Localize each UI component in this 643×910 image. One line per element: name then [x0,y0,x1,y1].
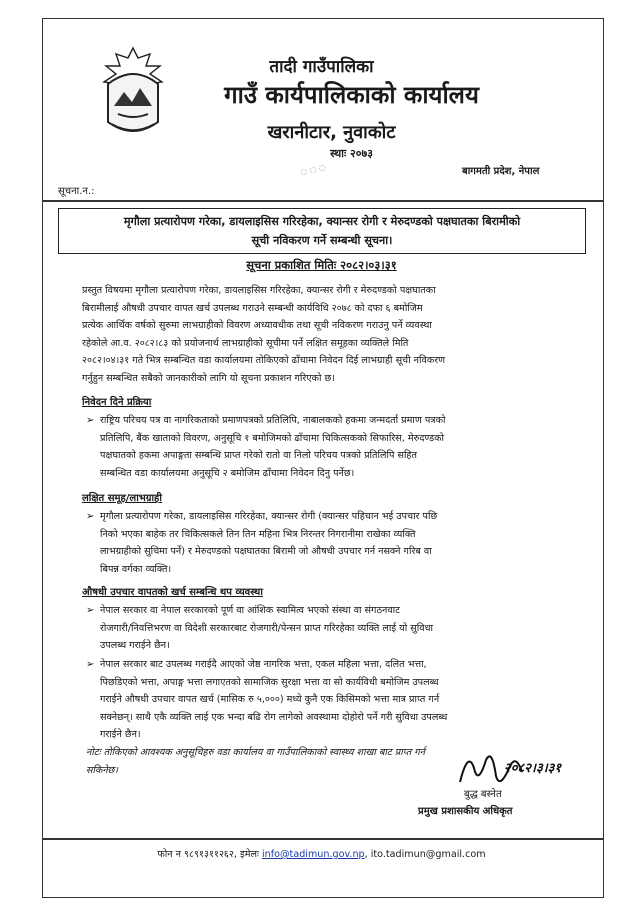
provision-line: गराईने औषधी उपचार वापत खर्च (मासिक रु ५,०००) मध्ये कुनै एक किसिमको भत्ता मात्र प्राप्त गर्न [100,694,440,705]
note-line: नोटः तोकिएको आवश्यक अनुसूचिहरु वडा कार्यालय वा गाउँपालिकाको स्वास्थ्य शाखा बाट प्राप्त गर्न [86,747,425,758]
intro-line: प्रत्येक आर्थिक वर्षको सुरुमा लाभग्राहीको विवरण अध्यावधीक तथा सूची नविकरण गराउनु पर्ने व्यवस्था [82,320,432,331]
target-group-heading: लक्षित समूह/लाभग्राही [82,493,162,504]
office-name: गाउँ कार्यपालिकाको कार्यालय [224,81,479,109]
header-divider [42,200,604,202]
provision-line: नेपाल सरकार बाट उपलब्ध गराईदै आएको जेष्ठ नागरिक भत्ता, एकल महिला भत्ता, दलित भत्ता, [100,659,427,670]
signatory-name: बुद्ध बस्नेत [464,789,502,800]
target-line: बिपन्न वर्गका व्यक्ति। [100,563,172,575]
provision-item [86,656,586,744]
arrow-bullet-icon: ➢ [86,511,95,522]
note-line: सकिनेछ। [86,764,119,776]
subject-line-1: मृगौला प्रत्यारोपण गरेका, डायलाइसिस गरिरहेका, क्यान्सर रोगी र मेरुदण्डको पक्षघातका बिरामीको [123,215,521,228]
intro-line: बिरामीलाई औषधी उपचार वापत खर्च उपलब्ध गराउने सम्बन्धी कार्यविधि २०७८ को दफा ६ बमोजिम [82,302,423,314]
municipality-name: तादी गाउँपालिका [269,57,374,77]
provision-line: नेपाल सरकार वा नेपाल सरकारको पूर्ण वा आंशिक स्वामित्व भएको संस्था वा संगठनवाट [100,605,400,616]
target-line: निको भएका बाहेक तर चिकित्सकले तिन तिन महिना भित्र निरन्तर निगरानीमा राखेका व्यक्ति [100,528,416,540]
office-location: खरानीटार, नुवाकोट [267,122,396,143]
notice-subject-box [58,208,586,254]
intro-line: प्रस्तुत विषयमा मृगौला प्रत्यारोपण गरेका, डायलाइसिस गरिरहेका, क्यान्सर रोगी र मेरुदण्डको पक्षघातका [82,285,436,296]
publication-date: सूचना प्रकाशित मितिः २०८२।०३।३१ [246,258,397,272]
footer-phone: फोन न ९८९१३११२६२, इमेलः [157,849,259,860]
subject-line-2: सूची नविकरण गर्ने सम्बन्धी सूचना। [251,234,393,247]
intro-line: रहेकोले आ.व. २०८२।८३ को प्रयोजनार्थ लाभग्राहीको सूचीमा पर्ने लक्षित समूहका व्यक्तिले मिति [82,337,409,349]
establishment-year: स्थाः २०७३ [330,147,373,160]
application-process-heading: निवेदन दिने प्रक्रिया [82,397,152,408]
reference-number-label: सूचना.न.: [58,186,95,197]
provision-item [86,602,586,655]
arrow-bullet-icon: ➢ [86,415,95,426]
intro-paragraph [82,282,585,387]
provision-line: उपलब्ध गराईने छैन। [100,640,170,651]
footer-divider [42,838,604,840]
target-line: मृगौला प्रत्यारोपण गरेका, डायलाइसिस गरिरहेका, क्यान्सर रोगी (क्यान्सर पहिचान भई उपचार पछि [100,511,438,522]
application-item [86,412,586,482]
provision-line: पिछडिएको भत्ता, अपाङ्ग भत्ता लगाएतको सामाजिक सुरक्षा भत्ता वा सो कार्यविधी बमोजिम उपलब्ध [100,676,439,688]
contact-footer [0,847,643,860]
footer-email-link[interactable]: info@tadimun.gov.np [261,849,365,860]
signature-date: २०८२।३।३१ [504,761,562,776]
additional-provision-heading: औषधी उपचार वापतको खर्च सम्बन्धि थप व्यवस्था [82,587,263,598]
arrow-bullet-icon: ➢ [86,659,95,670]
intro-line: २०८२।०४।३१ गते भित्र सम्बन्धित वडा कार्यालयमा तोकिएको ढाँचामा निवेदन दिई लाभग्राही सूची नविकरण [82,355,446,366]
target-line: लाभग्राहीको सुचिमा पर्ने) र मेरुदण्डको पक्षघातका बिरामी जो औषधी उपचार गर्न नसक्ने गरिब वा [100,546,432,557]
application-line: राष्ट्रिय परिचय पत्र वा नागरिकताको प्रमाणपत्रको प्रतिलिपि, नाबालकको हकमा जन्मदर्ता प्रमाण पत्रको [100,415,446,426]
intro-line: गर्नुहुन सम्बन्धित सबैको जानकारीको लागि यो सूचना प्रकाशन गरिएको छ। [82,372,335,384]
provision-line: सक्नेछन्। साथै एकै व्यक्ति लाई एक भन्दा बढि रोग लागेको अवस्थामा दोहोरो पर्ने गरी सुविधा उपलब्ध [100,711,448,723]
application-line: सम्बन्धित वडा कार्यालयमा अनुसूचि २ बमोजिम ढाँचामा निवेदन दिनु पर्नेछ। [100,467,355,479]
province-label: बागमती प्रदेश, नेपाल [462,166,540,177]
provision-line: रोजगारी/निवत्तिभरण वा विदेशी सरकारबाट रोजगारी/पेन्सन प्राप्त गरिरहेका व्यक्ति लाई यो सुविधा [100,622,433,634]
arrow-bullet-icon: ➢ [86,605,95,616]
provision-line: गराईने छैन। [100,729,141,740]
target-group-item [86,508,586,578]
signatory-title: प्रमुख प्रशासकीय अधिकृत [418,806,513,817]
application-line: पक्षघातको हकमा अपाङ्गता सम्बन्धि प्राप्त गरेको रातो वा निलो परिचय पत्रको प्रतिलिपि सहित [100,450,418,461]
handwritten-signature-icon [440,746,570,796]
faint-stamp-icon: ◌ ◌ ◌ [299,162,327,177]
footer-email-secondary: , ito.tadimun@gmail.com [364,849,486,860]
application-line: प्रतिलिपि, बैंक खाताको विवरण, अनुसूचि १ बमोजिमको ढाँचामा चिकित्सकको सिफारिस, मेरुदण्डको [100,432,444,444]
